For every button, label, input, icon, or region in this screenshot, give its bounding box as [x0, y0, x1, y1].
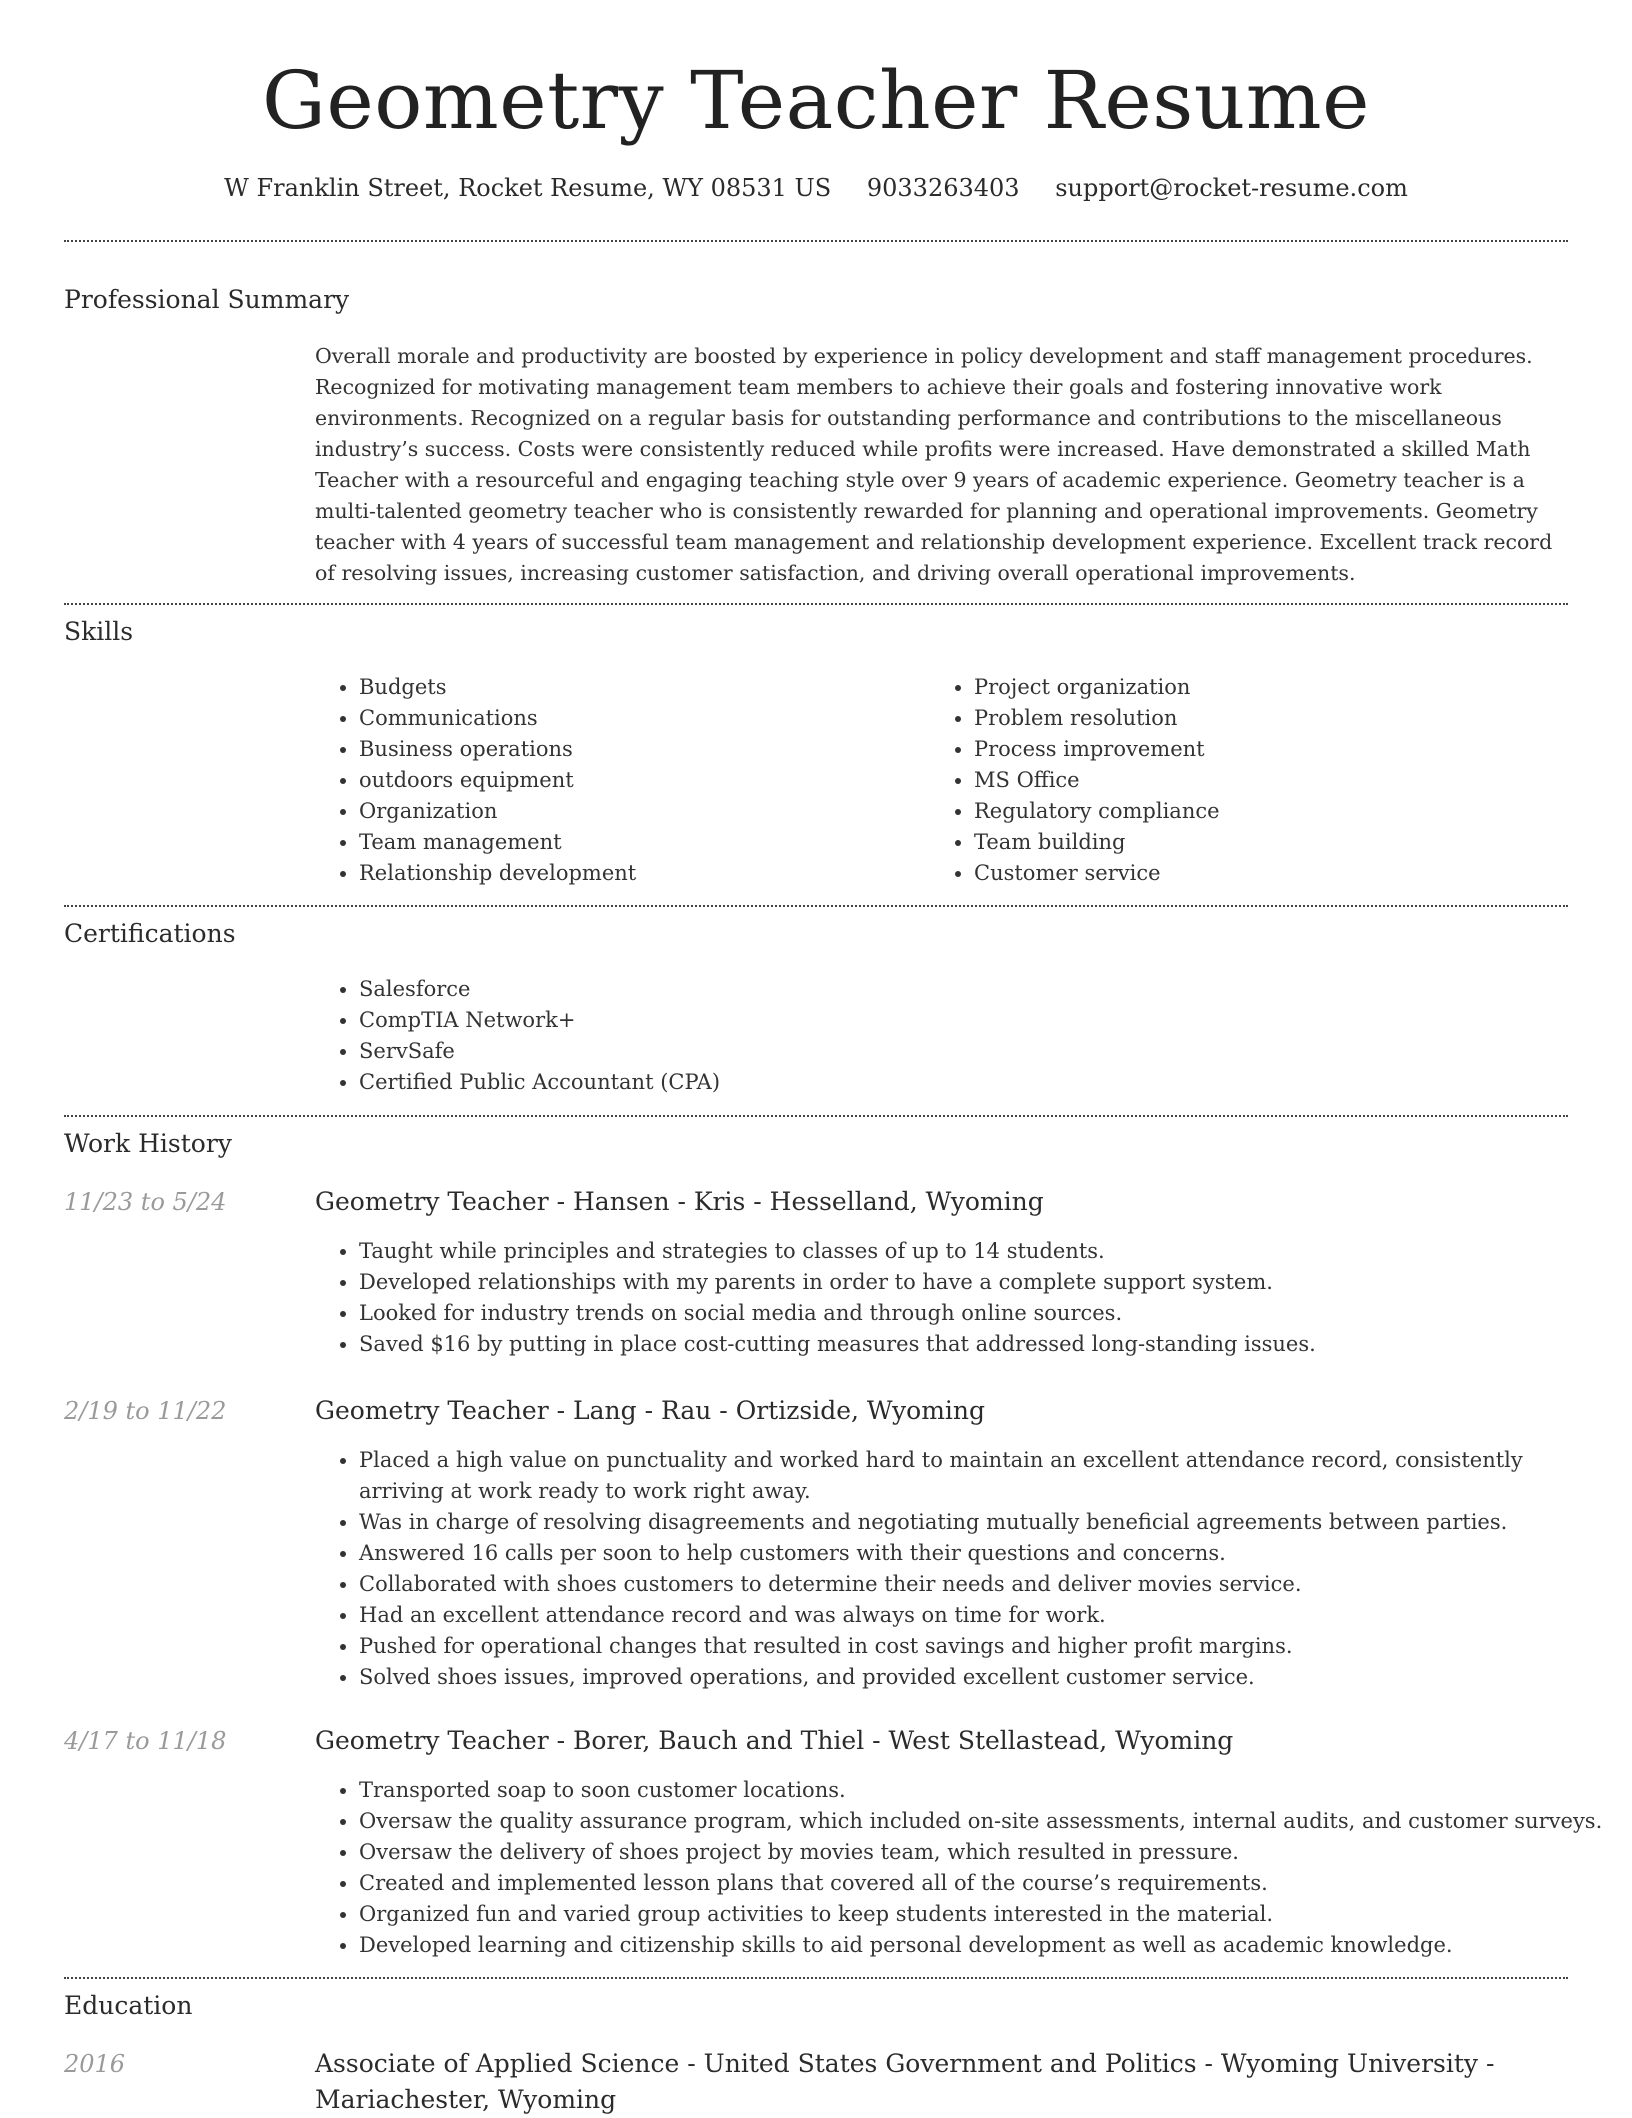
job-bullet: • Answered 16 calls per soon to help customers with their questions and concerns. [359, 1538, 1609, 1569]
job-bullet: • Organized fun and varied group activities to keep students interested in the material. [359, 1899, 1609, 1930]
contact-phone: 9033263403 [866, 174, 1020, 202]
job-bullet: • Saved $16 by putting in place cost-cutting measures that addressed long-standing issues. [359, 1329, 1609, 1360]
job-bullets [315, 1236, 1609, 1360]
job-bullet: • Developed relationships with my parents in order to have a complete support system. [359, 1267, 1609, 1298]
job-title: Geometry Teacher - Hansen - Kris - Hesselland, Wyoming [315, 1187, 1044, 1216]
skill-item: • Budgets [359, 672, 919, 703]
job-bullets [315, 1445, 1609, 1693]
skill-item: • Process improvement [974, 734, 1574, 765]
job-bullet: • Pushed for operational changes that resulted in cost savings and higher profit margins. [359, 1631, 1609, 1662]
section-divider [64, 1977, 1568, 1979]
job-bullet: • Was in charge of resolving disagreements and negotiating mutually beneficial agreements between parties. [359, 1507, 1609, 1538]
job-bullet: • Collaborated with shoes customers to determine their needs and deliver movies service. [359, 1569, 1609, 1600]
contact-email: support@rocket-resume.com [1055, 174, 1408, 202]
section-divider [64, 905, 1568, 907]
skills-list-right [930, 672, 1574, 889]
section-divider [64, 240, 1568, 242]
job-dates: 4/17 to 11/18 [64, 1727, 227, 1755]
section-divider [64, 603, 1568, 605]
summary-heading: Professional Summary [64, 285, 350, 314]
job-dates: 11/23 to 5/24 [64, 1188, 227, 1216]
job-dates: 2/19 to 11/22 [64, 1397, 227, 1425]
job-bullet: • Placed a high value on punctuality and worked hard to maintain an excellent attendance record, consistently arriving at work ready to work right away. [359, 1445, 1609, 1507]
skill-item: • Customer service [974, 858, 1574, 889]
skills-heading: Skills [64, 617, 134, 646]
resume-title: Geometry Teacher Resume [261, 54, 1371, 147]
job-bullet: • Transported soap to soon customer locations. [359, 1775, 1609, 1806]
contact-line [0, 168, 1632, 208]
skill-item: • Organization [359, 796, 919, 827]
summary-text: Overall morale and productivity are boosted by experience in policy development and staff management procedures. Recognized for motivating management team members to achieve their goals and fostering innovative work environments. Recognized on a regular basis for outstanding performance and contributions to the miscellaneous industry’s success. Costs were consistently reduced while profits were increased. Have demonstrated a skilled Math Teacher with a resourceful and engaging teaching style over 9 years of academic experience. Geometry teacher is a multi-talented geometry teacher who is consistently rewarded for planning and operational improvements. Geometry teacher with 4 years of successful team management and relationship development experience. Excellent track record of resolving issues, increasing customer satisfaction, and driving overall operational improvements. [315, 344, 1553, 585]
job-bullets [315, 1775, 1609, 1961]
skill-item: • Regulatory compliance [974, 796, 1574, 827]
job-bullet: • Oversaw the delivery of shoes project by movies team, which resulted in pressure. [359, 1837, 1609, 1868]
job-bullet: • Oversaw the quality assurance program, which included on-site assessments, internal audits, and customer surveys. [359, 1806, 1609, 1837]
certification-item: • Certified Public Accountant (CPA) [359, 1067, 1599, 1098]
job-bullet: • Developed learning and citizenship skills to aid personal development as well as academic knowledge. [359, 1930, 1609, 1961]
skill-item: • Team building [974, 827, 1574, 858]
skill-item: • Communications [359, 703, 919, 734]
education-year: 2016 [64, 2050, 126, 2078]
skill-item: • Team management [359, 827, 919, 858]
job-bullet: • Solved shoes issues, improved operations, and provided excellent customer service. [359, 1662, 1609, 1693]
job-bullet: • Looked for industry trends on social media and through online sources. [359, 1298, 1609, 1329]
certification-item: • CompTIA Network+ [359, 1005, 1599, 1036]
skill-item: • outdoors equipment [359, 765, 919, 796]
contact-address: W Franklin Street, Rocket Resume, WY 08531 US [224, 174, 832, 202]
skill-item: • Relationship development [359, 858, 919, 889]
job-title: Geometry Teacher - Lang - Rau - Ortizside, Wyoming [315, 1396, 986, 1425]
job-bullet: • Created and implemented lesson plans that covered all of the course’s requirements. [359, 1868, 1609, 1899]
certifications-list [315, 974, 1599, 1098]
section-divider [64, 1115, 1568, 1117]
job-bullet: • Taught while principles and strategies to classes of up to 14 students. [359, 1236, 1609, 1267]
skill-item: • Project organization [974, 672, 1574, 703]
certification-item: • ServSafe [359, 1036, 1599, 1067]
skills-list-left [315, 672, 919, 889]
certification-item: • Salesforce [359, 974, 1599, 1005]
job-title: Geometry Teacher - Borer, Bauch and Thiel - West Stellastead, Wyoming [315, 1726, 1234, 1755]
skill-item: • Problem resolution [974, 703, 1574, 734]
certifications-heading: Certifications [64, 919, 236, 948]
skill-item: • MS Office [974, 765, 1574, 796]
job-bullet: • Had an excellent attendance record and was always on time for work. [359, 1600, 1609, 1631]
work-heading: Work History [64, 1129, 232, 1158]
skill-item: • Business operations [359, 734, 919, 765]
education-title: Associate of Applied Science - United States Government and Politics - Wyoming University - Mariachester, Wyoming [315, 2049, 1495, 2114]
education-heading: Education [64, 1991, 193, 2020]
